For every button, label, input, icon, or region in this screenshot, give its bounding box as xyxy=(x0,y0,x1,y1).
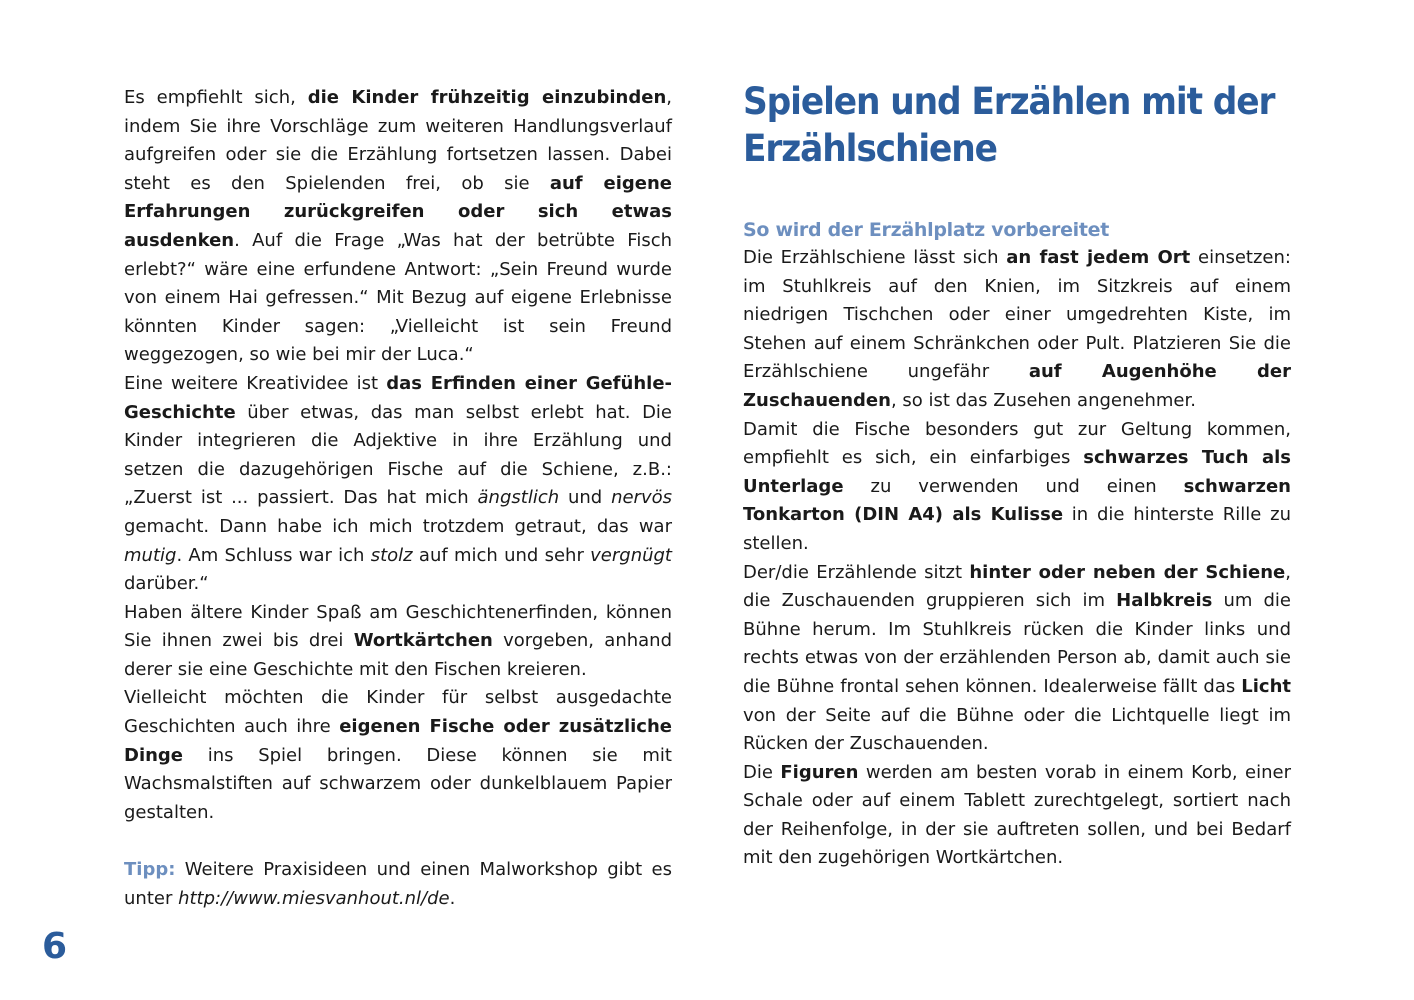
bold-text: auf Augenhöhe der Zuschauenden xyxy=(743,361,1291,411)
text-run: Weitere Praxisideen und einen Malworkshop gibt es unter xyxy=(124,859,672,909)
text-run: Damit die Fische besonders gut zur Geltung kommen, empfiehlt es sich, ein einfarbiges xyxy=(743,418,1291,469)
text-run: über etwas, das man selbst erlebt hat. Die Kinder integrieren die Adjektive in ihre Erzählung und setzen die dazugehörigen Fische auf die Schiene, z.B.: „Zuerst ist ... passiert. Das hat mich xyxy=(124,401,672,509)
paragraph xyxy=(743,759,1291,873)
bold-text: das Erfinden einer Gefühle-Geschichte xyxy=(124,372,672,423)
italic-text: nervös xyxy=(611,487,672,509)
bold-text: die Kinder frühzeitig einzubinden xyxy=(307,87,667,108)
text-run: einsetzen: im Stuhlkreis auf den Knien, im Sitzkreis auf einem niedrigen Tischchen oder einer umgedrehten Kiste, im Stehen auf einem Schränkchen oder Pult. Platzieren Sie die Erzählschiene ungefähr xyxy=(743,247,1291,383)
text-run: Die Erzählschiene lässt sich xyxy=(743,247,1007,268)
text-run: . Am Schluss war ich xyxy=(176,544,371,566)
text-run: , indem Sie ihre Vorschläge zum weiteren Handlungsverlauf aufgreifen oder sie die Erzählung fortsetzen lassen. Dabei steht es den Spielenden frei, ob sie xyxy=(124,87,673,194)
tip-text xyxy=(124,859,672,909)
paragraph xyxy=(124,684,672,827)
bold-text: hinter oder neben der Schiene xyxy=(969,561,1286,583)
paragraph xyxy=(743,559,1291,759)
bold-text: Licht xyxy=(1241,675,1291,697)
text-run: darüber.“ xyxy=(124,573,209,595)
bold-text: an fast jedem Ort xyxy=(1006,247,1191,268)
subheading: So wird der Erzählplatz vorbereitet xyxy=(743,219,1110,241)
page-number: 6 xyxy=(42,926,68,967)
text-run: vorgeben, anhand derer sie eine Geschichte mit den Fischen kreieren. xyxy=(124,630,672,680)
spacer xyxy=(124,827,672,856)
text-run: von der Seite auf die Bühne oder die Lichtquelle liegt im Rücken der Zuschauenden. xyxy=(743,704,1291,755)
paragraph xyxy=(743,244,1291,416)
right-column xyxy=(743,78,1291,873)
text-run: gemacht. Dann habe ich mich trotzdem getraut, das war xyxy=(124,515,672,537)
paragraph xyxy=(124,599,672,685)
paragraph xyxy=(124,84,672,370)
bold-text: Wortkärtchen xyxy=(353,630,493,652)
text-run: werden am besten vorab in einem Korb, einer Schale oder auf einem Tablett zurechtgelegt, sortiert nach der Reihenfolge, in der sie auftreten sollen, und bei Bedarf mit den zugehörigen Wortkärtchen. xyxy=(743,761,1291,869)
section-heading: Spielen und Erzählen mit der Erzählschiene xyxy=(743,80,1275,170)
text-run: Vielleicht möchten die Kinder für selbst ausgedachte Geschichten auch ihre xyxy=(124,687,672,738)
text-run: , die Zuschauenden gruppieren sich im xyxy=(743,561,1292,612)
text-run: Haben ältere Kinder Spaß am Geschichtenerfinden, können Sie ihnen zwei bis drei xyxy=(124,601,672,652)
text-run: . xyxy=(449,887,456,909)
bold-text: eigenen Fische oder zusätzliche Dinge xyxy=(124,716,672,766)
text-run: Es empfiehlt sich, xyxy=(124,87,308,108)
text-run: ins Spiel bringen. Diese können sie mit Wachsmalstiften auf schwarzem oder dunkelblauem Papier gestalten. xyxy=(124,744,672,823)
text-run: Der/die Erzählende sitzt xyxy=(743,561,970,583)
paragraph xyxy=(743,416,1291,559)
text-run: zu verwenden und einen xyxy=(843,475,1184,497)
left-column xyxy=(124,84,672,913)
text-run: Eine weitere Kreatividee ist xyxy=(124,372,387,394)
bold-text: auf eigene Erfahrungen zurückgreifen oder sich etwas ausdenken xyxy=(124,172,672,251)
italic-text: ängstlich xyxy=(477,487,560,509)
text-run: um die Bühne herum. Im Stuhlkreis rücken die Kinder links und rechts etwas von der erzählenden Person ab, damit auch sie die Bühne frontal sehen können. Idealerweise fällt das xyxy=(743,590,1291,697)
italic-text: http://www.miesvanhout.nl/de xyxy=(178,887,450,909)
paragraph xyxy=(124,370,672,599)
text-run: Die xyxy=(743,761,781,783)
text-run: , so ist das Zusehen angenehmer. xyxy=(890,389,1196,411)
bold-text: schwarzes Tuch als Unterlage xyxy=(743,447,1291,497)
text-run: auf mich und sehr xyxy=(412,544,591,566)
text-run: . Auf die Frage „Was hat der betrübte Fisch erlebt?“ wäre eine erfundene Antwort: „Sein Freund wurde von einem Hai gefressen.“ Mit Bezug auf eigene Erlebnisse könnten Kinder sagen: „Vielleicht ist sein Freund weggezogen, so wie bei mir der Luca.“ xyxy=(124,229,672,366)
text-run: in die hinterste Rille zu stellen. xyxy=(743,504,1291,554)
bold-text: Halbkreis xyxy=(1116,590,1213,612)
italic-text: mutig xyxy=(124,544,177,566)
tip-label: Tipp: xyxy=(124,859,176,881)
text-run: und xyxy=(559,487,612,509)
bold-text: schwarzen Tonkarton (DIN A4) als Kulisse xyxy=(743,475,1291,526)
italic-text: stolz xyxy=(370,544,413,566)
tip-paragraph xyxy=(124,856,672,913)
bold-text: Figuren xyxy=(780,761,859,783)
italic-text: vergnügt xyxy=(590,544,672,566)
